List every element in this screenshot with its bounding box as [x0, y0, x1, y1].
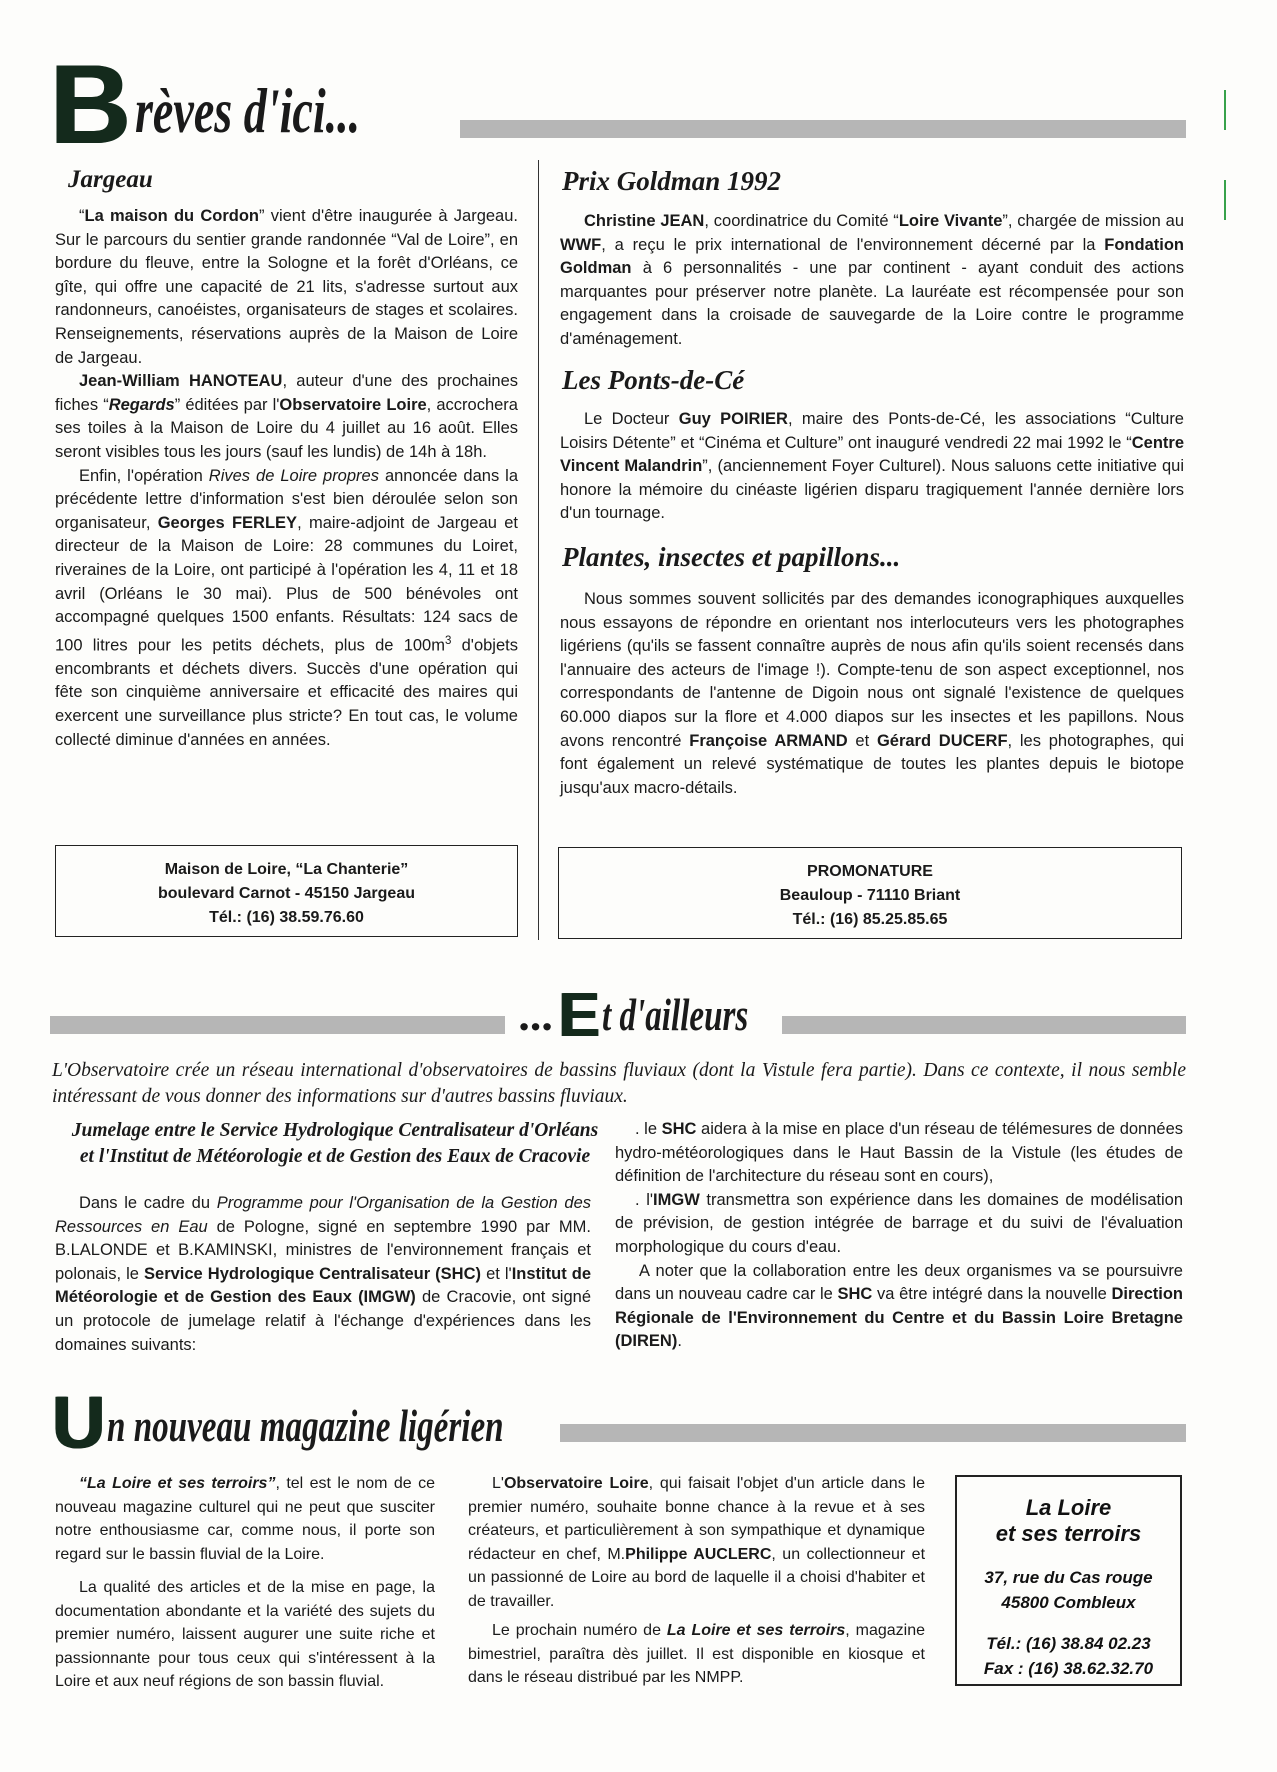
- title-rest: rèves d'ici...: [134, 75, 361, 146]
- header-rule: [460, 120, 1186, 138]
- title-rest: t d'ailleurs: [601, 989, 749, 1040]
- paragraph: . le SHC aidera à la mise en place d'un réseau de télémesures de données hydro-météorologiques dans le Haut Bassin de la Vistule (les études de définition de l'architecture du réseau sont en cours),: [615, 1120, 1184, 1186]
- subheading-line: et l'Institut de Météorologie et de Gestion des Eaux de Cracovie: [79, 1146, 591, 1167]
- article-ponts-de-ce: [560, 408, 1184, 526]
- section-title-ailleurs: [520, 981, 805, 1051]
- magazine-info-box: [955, 1475, 1182, 1686]
- box-line: Beauloup - 71110 Briant: [779, 887, 961, 904]
- title-initial: B: [50, 42, 131, 168]
- article-jumelage-left: [55, 1192, 591, 1357]
- paragraph: Le prochain numéro de La Loire et ses terroirs, magazine bimestriel, paraîtra dès juillet. Il est disponible en kiosque et dans le réseau distribué par les NMPP.: [468, 1622, 925, 1686]
- box-line: Tél.: (16) 85.25.85.65: [792, 911, 948, 928]
- subheading-jumelage: [55, 1118, 615, 1170]
- title-initial: E: [558, 981, 600, 1051]
- box-title: et ses terroirs: [995, 1521, 1142, 1546]
- subheading-line: Jumelage entre le Service Hydrologique Centralisateur d'Orléans: [71, 1120, 599, 1141]
- article-prix-goldman: [560, 210, 1184, 352]
- paragraph: A noter que la collaboration entre les deux organismes va se poursuivre dans un nouveau cadre car le SHC va être intégré dans la nouvelle Direction Régionale de l'Environnement du Centre et du Bassin Loire Bretagne (DIREN).: [615, 1261, 1183, 1351]
- paragraph: Jean-William HANOTEAU, auteur d'une des prochaines fiches “Regards” éditées par l'Observatoire Loire, accrochera ses toiles à la Maison de Loire du 4 juillet au 16 août. Elles seront visibles tous les jours (sauf les lundis) de 14h à 18h.: [55, 372, 518, 461]
- margin-mark: [1224, 90, 1226, 130]
- paragraph: Nous sommes souvent sollicités par des demandes iconographiques auxquelles nous essayons de répondre en orientant nos interlocuteurs vers les photographes ligériens (qu'ils se fassent connaître auprès de nous afin qu'ils soient recensés dans l'annuaire des acteurs de l'image !). Compte-tenu de son aspect exceptionnel, nos correspondants de l'antenne de Digoin nous ont signalé l'existence de quelques 60.000 diapos sur la flore et 4.000 diapos sur les insectes et les papillons. Nous avons rencontré Françoise ARMAND et Gérard DUCERF, les photographes, qui font également un relevé systématique de toutes les plantes depuis le biotope jusqu'aux macro-détails.: [560, 590, 1184, 797]
- box-title: La Loire: [1025, 1495, 1112, 1520]
- address-box-promonature: [558, 847, 1182, 939]
- page-title: [50, 40, 448, 168]
- margin-mark: [1224, 180, 1226, 220]
- paragraph: La qualité des articles et de la mise en page, la documentation abondante et la variété des sujets du premier numéro, laissent augurer une suite riche et passionnante pour tous ceux qui s'intéressent à la Loire et aux neuf régions de son bassin fluvial.: [55, 1579, 435, 1690]
- title-rest: n nouveau magazine ligérien: [107, 1400, 505, 1451]
- box-line: Tél.: (16) 38.59.76.60: [209, 909, 364, 926]
- title-initial: U: [52, 1380, 106, 1464]
- title-prefix: ...: [520, 989, 555, 1040]
- paragraph: “La maison du Cordon” vient d'être inaugurée à Jargeau. Sur le parcours du sentier grande randonnée “Val de Loire”, en bordure du fleuve, entre la Sologne et la forêt d'Orléans, ce gîte, qui offre une capacité de 21 lits, s'adresse surtout aux randonneurs, canoéistes, organisateurs de stages et scolaires. Renseignements, réservations auprès de la Maison de Loire de Jargeau.: [55, 207, 518, 367]
- paragraph: L'Observatoire Loire, qui faisait l'objet d'un article dans le premier numéro, souhaite bonne chance à la revue et à ses créateurs, et particulièrement à son sympathique et dynamique rédacteur en chef, M.Philippe AUCLERC, un collectionneur et un passionné de Loire au bord de laquelle il a choisi d'habiter et de travailler.: [468, 1475, 926, 1610]
- box-address: 37, rue du Cas rouge: [984, 1568, 1153, 1587]
- box-fax: Fax : (16) 38.62.32.70: [983, 1659, 1154, 1678]
- section-heading-plantes: Plantes, insectes et papillons...: [562, 542, 901, 572]
- box-address: 45800 Combleux: [1001, 1593, 1136, 1612]
- paragraph: Enfin, l'opération Rives de Loire propres annoncée dans la précédente lettre d'information s'est bien déroulée selon son organisateur, Georges FERLEY, maire-adjoint de Jargeau et directeur de la Maison de Loire: 28 communes du Loiret, riveraines de la Loire, ont participé à l'opération les 4, 11 et 18 avril (Orléans le 30 mai). Plus de 500 bénévoles ont accompagné quelques 1500 enfants. Résultats: 124 sacs de 100 litres pour les petits déchets, plus de $100m^3$ d'objets encombrants et déchets divers. Succès d'une opération qui fête son cinquième anniversaire et efficacité des maires qui exercent une surveillance plus stricte? En tout cas, le volume collecté diminue d'années en années.: [55, 466, 519, 749]
- section-heading-ponts-de-ce: Les Ponts-de-Cé: [562, 365, 745, 395]
- section-rule-left: [50, 1016, 505, 1034]
- address-box-maison-de-loire: [55, 845, 518, 937]
- paragraph: Le Docteur Guy POIRIER, maire des Ponts-de-Cé, les associations “Culture Loisirs Détente” et “Cinéma et Culture” ont inauguré vendredi 22 mai 1992 le “Centre Vincent Malandrin”, (anciennement Foyer Culturel). Nous saluons cette initiative qui honore la mémoire du cinéaste ligérien disparu tragiquement l'année dernière lors d'un tournage.: [560, 410, 1184, 523]
- section-heading-prix-goldman: Prix Goldman 1992: [562, 166, 782, 196]
- box-line: Maison de Loire, “La Chanterie”: [164, 861, 409, 878]
- box-phone: Tél.: (16) 38.84 02.23: [986, 1634, 1151, 1653]
- section-heading-jargeau: Jargeau: [68, 166, 153, 193]
- article-jumelage-right: [615, 1118, 1183, 1354]
- box-line: PROMONATURE: [807, 863, 933, 880]
- section-rule: [560, 1424, 1186, 1442]
- article-magazine-col1: [55, 1472, 435, 1694]
- column-divider: [538, 160, 539, 940]
- article-plantes: [560, 588, 1184, 800]
- article-magazine-col2: [468, 1472, 925, 1690]
- paragraph: “La Loire et ses terroirs”, tel est le nom de ce nouveau magazine culturel qui ne peut que susciter notre enthousiasme car, comme nous, il porte son regard sur le bassin fluvial de la Loire.: [55, 1475, 435, 1563]
- paragraph: Dans le cadre du Programme pour l'Organisation de la Gestion des Ressources en Eau de Pologne, signé en septembre 1990 par MM. B.LALONDE et B.KAMINSKI, ministres de l'environnement français et polonais, le Service Hydrologique Centralisateur (SHC) et l'Institut de Météorologie et de Gestion des Eaux (IMGW) de Cracovie, ont signé un protocole de jumelage relatif à l'échange d'expériences dans les domaines suivants:: [55, 1194, 592, 1354]
- paragraph: Christine JEAN, coordinatrice du Comité “Loire Vivante”, chargée de mission au WWF, a reçu le prix international de l'environnement décerné par la Fondation Goldman à 6 personnalités - une par continent - ayant conduit des actions marquantes pour préserver notre planète. La lauréate est récompensée pour son engagement dans la croisade de sauvegarde de la Loire contre le programme d'aménagement.: [560, 212, 1185, 348]
- section-rule-right: [782, 1016, 1186, 1034]
- section-intro: L'Observatoire crée un réseau international d'observatoires de bassins fluviaux (dont la Vistule fera partie). Dans ce contexte, il nous semble intéressant de vous donner des informations sur d'autres bassins fluviaux.: [52, 1060, 1186, 1107]
- paragraph: . l'IMGW transmettra son expérience dans les domaines de modélisation de prévision, de gestion intégrée de barrage et du suivi de l'évaluation morphologique du cours d'eau.: [615, 1190, 1183, 1256]
- article-jargeau: [55, 205, 518, 752]
- box-line: boulevard Carnot - 45150 Jargeau: [158, 885, 415, 902]
